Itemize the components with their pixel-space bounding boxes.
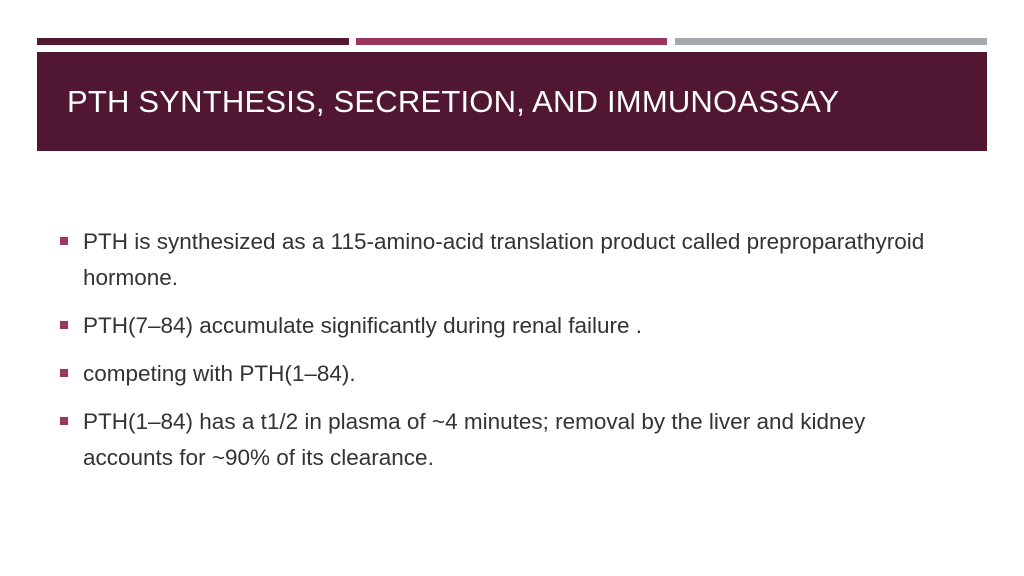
bullet-item [60, 404, 960, 476]
bullet-text: PTH is synthesized as a 115-amino-acid translation product called preproparathyroid hormone. [83, 229, 925, 290]
bullet-item [60, 224, 960, 296]
accent-bar-gray [675, 38, 987, 45]
bullet-list [60, 224, 960, 476]
slide-content [60, 224, 960, 488]
square-bullet-icon [60, 237, 68, 245]
square-bullet-icon [60, 369, 68, 377]
bullet-text: competing with PTH(1–84). [83, 361, 356, 386]
bullet-item [60, 308, 960, 344]
accent-bar-magenta [356, 38, 667, 45]
slide-title: PTH SYNTHESIS, SECRETION, AND IMMUNOASSAY [67, 83, 840, 119]
bullet-text: PTH(1–84) has a t1/2 in plasma of ~4 minutes; removal by the liver and kidney accounts for ~90% of its clearance. [83, 409, 866, 470]
accent-bar-dark [37, 38, 349, 45]
title-band [37, 52, 987, 151]
bullet-text: PTH(7–84) accumulate significantly during renal failure . [83, 313, 643, 338]
bullet-item [60, 356, 960, 392]
square-bullet-icon [60, 321, 68, 329]
square-bullet-icon [60, 417, 68, 425]
